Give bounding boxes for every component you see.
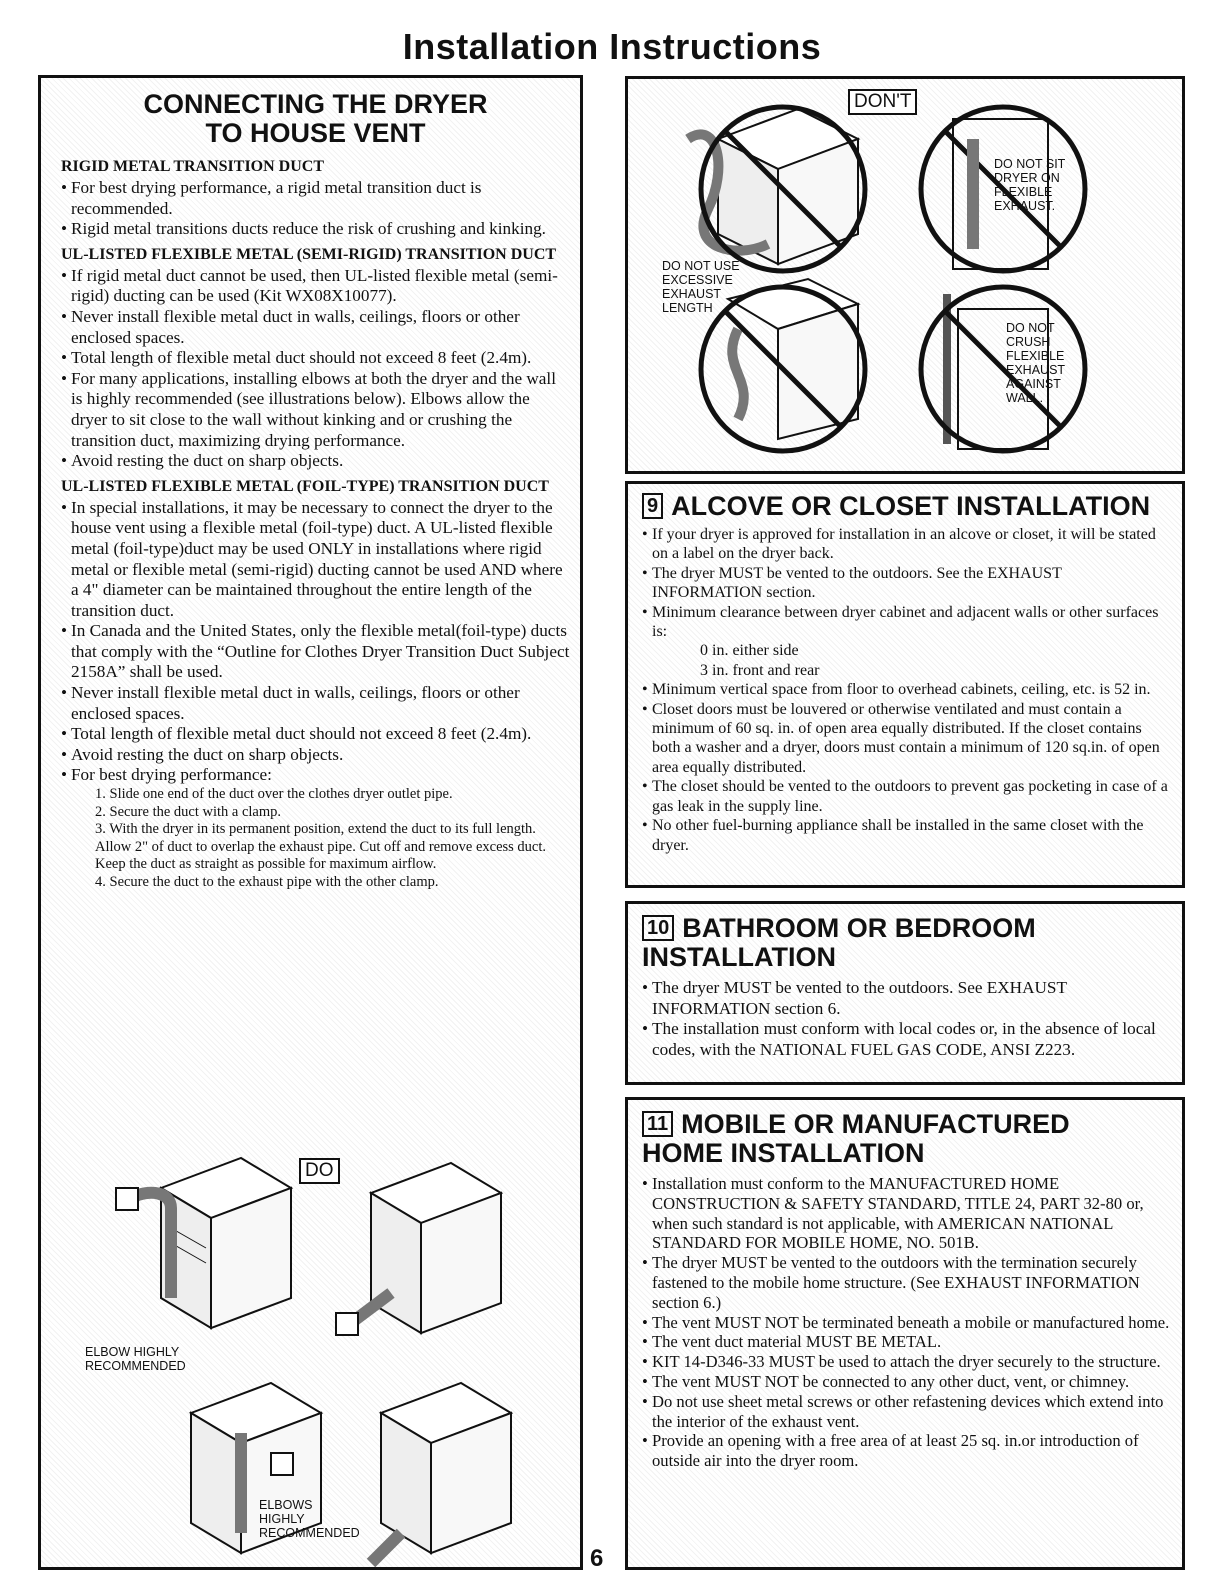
alcove-section (625, 481, 1185, 888)
dont-label-excessive: DO NOT USE EXCESSIVE EXHAUST LENGTH (662, 259, 740, 315)
alcove-list-b (642, 680, 1172, 855)
semi-list (61, 266, 570, 472)
list-item: • Rigid metal transitions ducts reduce the risk of crushing and kinking. (61, 219, 570, 240)
dryer-elbow-illustration-3 (141, 1373, 341, 1573)
foil-list (61, 498, 570, 786)
connecting-section (38, 75, 583, 1570)
dont-section (625, 76, 1185, 474)
dont-label-sit: DO NOT SIT DRYER ON FLEXIBLE EXHAUST. (994, 157, 1066, 213)
list-item: • Minimum clearance between dryer cabinet and adjacent walls or other surfaces is: (642, 603, 1172, 642)
list-item: • Total length of flexible metal duct should not exceed 8 feet (2.4m). (61, 724, 570, 745)
list-item: • Do not use sheet metal screws or other refastening devices which extend into the interior of the exhaust vent. (642, 1392, 1174, 1432)
list-item: • If rigid metal duct cannot be used, then UL-listed flexible metal (semi-rigid) ducting can be used (Kit WX08X10077). (61, 266, 570, 307)
list-item: • Avoid resting the duct on sharp objects. (61, 745, 570, 766)
list-item: • In special installations, it may be necessary to connect the dryer to the house vent using a flexible metal (foil-type) duct. A UL-listed flexible metal (foil-type)duct may be used ONLY in installations where rigid metal or flexible metal (semi-rigid) ducting cannot be used AND where a 4" diameter can be maintained throughout the entire length of the transition duct. (61, 498, 570, 622)
alcove-title-row (642, 492, 1172, 521)
list-item: • Never install flexible metal duct in walls, ceilings, floors or other enclosed spaces. (61, 683, 570, 724)
list-item: • No other fuel-burning appliance shall be installed in the same closet with the dryer. (642, 816, 1172, 855)
bathroom-title-line1: BATHROOM OR BEDROOM (682, 913, 1036, 943)
list-item: • For best drying performance, a rigid metal transition duct is recommended. (61, 178, 570, 219)
mobile-list (642, 1174, 1174, 1471)
list-item: • For best drying performance: (61, 765, 570, 786)
list-item: • Provide an opening with a free area of at least 25 sq. in.or introduction of outside air into the dryer room. (642, 1431, 1174, 1471)
rigid-heading: RIGID METAL TRANSITION DUCT (61, 158, 325, 175)
elbows-label-2: ELBOWS HIGHLY RECOMMENDED (259, 1498, 360, 1540)
section-number-10: 10 (642, 915, 674, 941)
bathroom-title (642, 914, 1172, 972)
connecting-title-line1: CONNECTING THE DRYER (143, 89, 488, 119)
dont-label-crush: DO NOT CRUSH FLEXIBLE EXHAUST AGAINST WALL. (1006, 321, 1065, 405)
page-number: 6 (590, 1545, 604, 1572)
dont-tag: DON'T (848, 89, 917, 115)
mobile-title-line2: HOME INSTALLATION (642, 1138, 925, 1168)
dryer-elbow-illustration-4 (341, 1373, 541, 1573)
list-item: • The closet should be vented to the outdoors to prevent gas pocketing in case of a gas leak in the supply line. (642, 777, 1172, 816)
mobile-title-line1: MOBILE OR MANUFACTURED (681, 1109, 1070, 1139)
list-item: • The dryer MUST be vented to the outdoors. See the EXHAUST INFORMATION section. (642, 564, 1172, 603)
step-item: 3. With the dryer in its permanent position, extend the duct to its full length. Allow 2" of duct to overlap the exhaust pipe. Cut off and remove excess duct. Keep the duct as straight as possible for maximum airflow. (95, 821, 547, 873)
alcove-list-a (642, 525, 1172, 641)
list-item: • The vent MUST NOT be connected to any other duct, vent, or chimney. (642, 1372, 1174, 1392)
section-number-11: 11 (642, 1111, 673, 1137)
list-item: • For many applications, installing elbows at both the dryer and the wall is highly recommended (see illustrations below). Elbows allow the dryer to sit close to the wall without kinking and or crushing the transition duct, maximizing drying performance. (61, 369, 570, 451)
clearance-side: 0 in. either side (700, 642, 799, 660)
section-number-9: 9 (642, 493, 663, 519)
step-item: 2. Secure the duct with a clamp. (95, 803, 282, 820)
step-item: 1. Slide one end of the duct over the clothes dryer outlet pipe. (95, 786, 453, 803)
connecting-title-line2: TO HOUSE VENT (205, 118, 426, 148)
step-item: 4. Secure the duct to the exhaust pipe with the other clamp. (95, 874, 439, 890)
list-item: • The dryer MUST be vented to the outdoors with the termination securely fastened to the mobile home structure. (See EXHAUST INFORMATION section 6.) (642, 1253, 1174, 1312)
clearance-front-rear: 3 in. front and rear (700, 661, 820, 679)
list-item: • If your dryer is approved for installation in an alcove or closet, it will be stated on a label on the dryer back. (642, 525, 1172, 564)
mobile-section (625, 1097, 1185, 1570)
list-item: • Avoid resting the duct on sharp objects. (61, 451, 570, 472)
list-item: • The dryer MUST be vented to the outdoors. See EXHAUST INFORMATION section 6. (642, 978, 1172, 1019)
list-item: • Minimum vertical space from floor to overhead cabinets, ceiling, etc. is 52 in. (642, 680, 1172, 699)
list-item: • KIT 14-D346-33 MUST be used to attach the dryer securely to the structure. (642, 1352, 1174, 1372)
bathroom-list (642, 978, 1172, 1060)
list-item: • Closet doors must be louvered or otherwise ventilated and must contain a minimum of 60 sq. in. of open area equally distributed. If the closet contains both a washer and a dryer, doors must contain a minimum of 120 sq.in. of open area equally distributed. (642, 700, 1172, 778)
do-tag: DO (299, 1158, 340, 1184)
list-item: • The installation must conform with local codes or, in the absence of local codes, with the NATIONAL FUEL GAS CODE, ANSI Z223. (642, 1019, 1172, 1060)
page-title: Installation Instructions (402, 26, 822, 67)
foil-heading: UL-LISTED FLEXIBLE METAL (FOIL-TYPE) TRANSITION DUCT (61, 477, 549, 495)
elbow-label-1: ELBOW HIGHLY RECOMMENDED (85, 1345, 186, 1373)
list-item: • Total length of flexible metal duct should not exceed 8 feet (2.4m). (61, 348, 570, 369)
mobile-title (642, 1110, 1174, 1168)
install-steps (95, 786, 570, 892)
dryer-elbow-illustration-1 (111, 1148, 311, 1338)
connecting-title (61, 90, 570, 148)
list-item: • The vent MUST NOT be terminated beneath a mobile or manufactured home. (642, 1313, 1174, 1333)
list-item: • Installation must conform to the MANUFACTURED HOME CONSTRUCTION & SAFETY STANDARD, TITLE 24, PART 32-80 or, when such standard is not applicable, with AMERICAN NATIONAL STANDARD FOR MOBILE HOME, NO. 501B. (642, 1174, 1174, 1253)
bathroom-title-line2: INSTALLATION (642, 942, 836, 972)
list-item: • Never install flexible metal duct in walls, ceilings, floors or other enclosed spaces. (61, 307, 570, 348)
list-item: • In Canada and the United States, only the flexible metal(foil-type) ducts that comply with the “Outline for Clothes Dryer Transition Duct Subject 2158A” shall be used. (61, 621, 570, 683)
alcove-title: ALCOVE OR CLOSET INSTALLATION (671, 491, 1151, 521)
bathroom-section (625, 901, 1185, 1085)
rigid-list (61, 178, 570, 240)
dryer-elbow-illustration-2 (331, 1153, 531, 1343)
semi-heading: UL-LISTED FLEXIBLE METAL (SEMI-RIGID) TRANSITION DUCT (61, 245, 557, 263)
list-item: • The vent duct material MUST BE METAL. (642, 1332, 1174, 1352)
